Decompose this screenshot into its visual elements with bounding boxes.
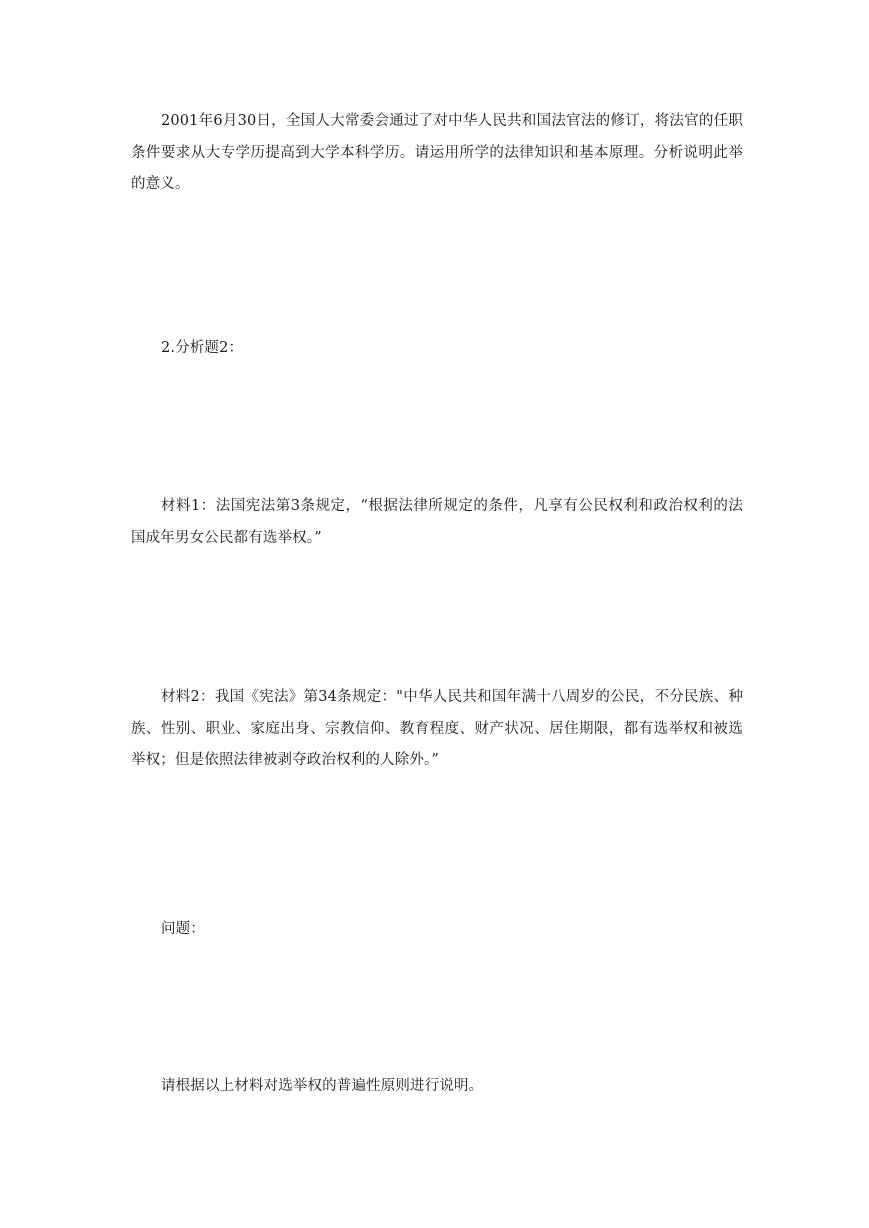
heading-question: 问题：	[161, 921, 205, 937]
heading-analysis-question-2: 2.分析题2：	[161, 340, 244, 356]
paragraph-judges-law-amendment: 2001年6月30日，全国人大常委会通过了对中华人民共和国法官法的修订，将法官的任职条件要求从大专学历提高到大学本科学历。请运用所学的法律知识和基本原理。分析说明此举的意义。	[131, 113, 743, 192]
paragraph-question-prompt: 请根据以上材料对选举权的普遍性原则进行说明。	[161, 1078, 484, 1094]
paragraph-material-1: 材料1：法国宪法第3条规定，“根据法律所规定的条件，凡享有公民权利和政治权利的法国成年男女公民都有选举权。”	[131, 498, 743, 546]
paragraph-material-2: 材料2：我国《宪法》第34条规定："中华人民共和国年满十八周岁的公民，不分民族、种族、性别、职业、家庭出身、宗教信仰、教育程度、财产状况、居住期限，都有选举权和被选举权；但是依照法律被剥夺政治权利的人除外。”	[131, 689, 743, 768]
